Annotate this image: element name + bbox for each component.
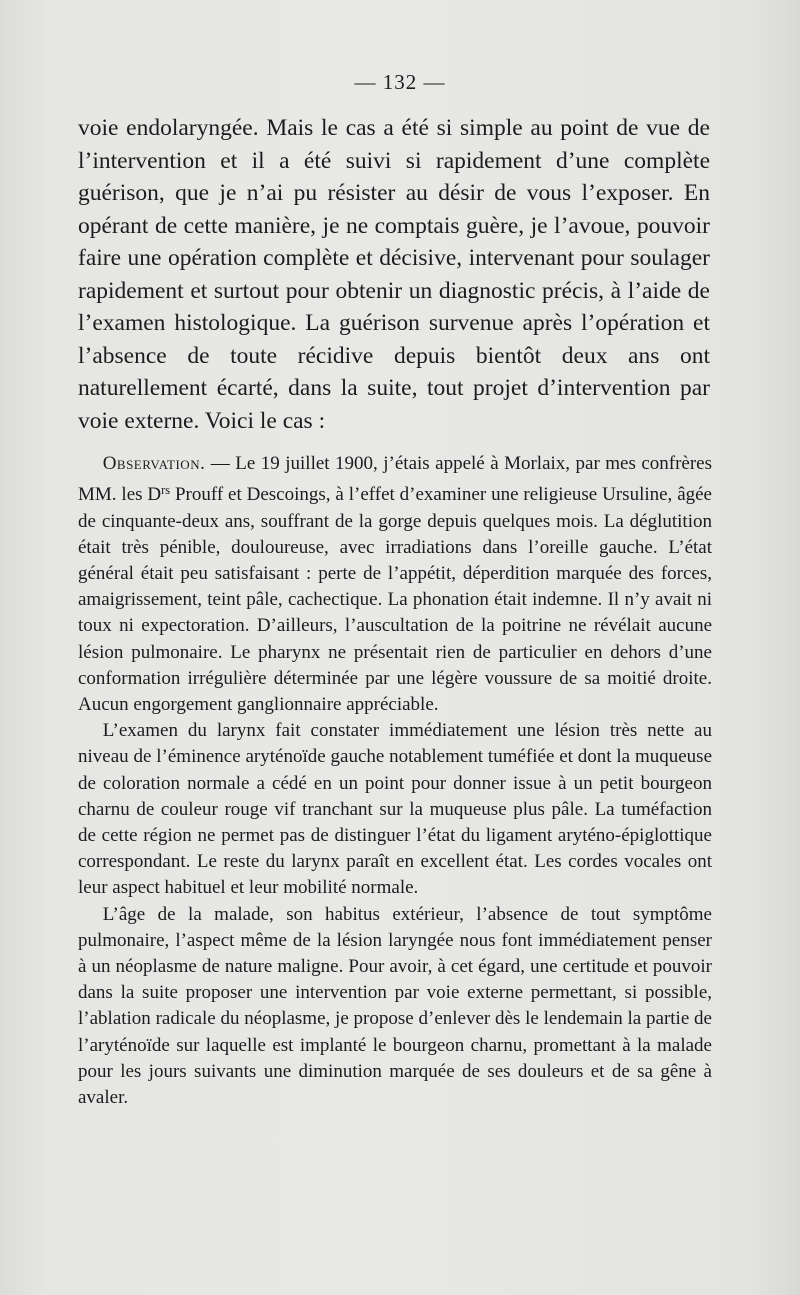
observation-label: Observation. (102, 453, 206, 474)
observation-section (78, 451, 712, 1111)
observation-text-rest: Prouff et Descoings, à l’effet d’examiner une religieuse Ursuline, âgée de cinquante-deux ans, souffrant de la gorge depuis quelques mois. La déglutition était très pénible, douloureuse, avec irradiations dans l’oreille gauche. L’état général était peu satisfaisant : perte de l’appétit, déperdition marquée des forces, amaigrissement, teint pâle, cachectique. La phonation était indemne. Il n’y avait ni toux ni expectoration. D’ailleurs, l’auscultation de la poitrine ne révélait aucune lésion pulmonaire. Le pharynx ne présentait rien de particulier en dehors d’une conformation irrégulière déterminée par une légère voussure de sa moitié droite. Aucun engorgement ganglionnaire appréciable. (78, 484, 712, 715)
observation-text-start: — Le 19 juillet 1900, j’étais appelé à Morlaix, par mes confrères MM. les D (78, 453, 712, 506)
page-number: — 132 — (354, 70, 446, 94)
observation-paragraph-1 (78, 451, 712, 718)
intro-paragraph: voie endolaryngée. Mais le cas a été si simple au point de vue de l’intervention et il a été suivi si rapidement d’une complète guérison, que je n’ai pu résister au désir de vous l’exposer. En opérant de cette manière, je ne comptais guère, je l’avoue, pouvoir faire une opération complète et décisive, intervenant pour soulager rapidement et surtout pour obtenir un diagnostic précis, à l’aide de l’examen histologique. La guérison survenue après l’opération et l’absence de toute récidive depuis bientôt deux ans ont naturellement écarté, dans la suite, tout projet d’intervention par voie externe. Voici le cas : (78, 115, 710, 434)
observation-paragraph-2: L’examen du larynx fait constater immédiatement une lésion très nette au niveau de l’éminence aryténoïde gauche notablement tuméfiée et dont la muqueuse de coloration normale a cédé en un point pour donner issue à un petit bourgeon charnu de couleur rouge vif tranchant sur la muqueuse plus pâle. La tuméfaction de cette région ne permet pas de distinguer l’état du ligament aryténo-épiglottique correspondant. Le reste du larynx paraît en excellent état. Les cordes vocales ont leur aspect habituel et leur mobilité normale. (78, 720, 712, 899)
doctors-superscript: rs (161, 483, 171, 498)
observation-paragraph-3: L’âge de la malade, son habitus extérieur, l’absence de tout symptôme pulmonaire, l’aspect même de la lésion laryngée nous font immédiatement penser à un néoplasme de nature maligne. Pour avoir, à cet égard, une certitude et pouvoir dans la suite proposer une intervention par voie externe permettant, si possible, l’ablation radicale du néoplasme, je propose d’enlever dès le lendemain la partie de l’aryténoïde sur laquelle est implanté le bourgeon charnu, promettant à la malade pour les jours suivants une diminution marquée de ses douleurs et de sa gêne à avaler. (78, 903, 712, 1109)
